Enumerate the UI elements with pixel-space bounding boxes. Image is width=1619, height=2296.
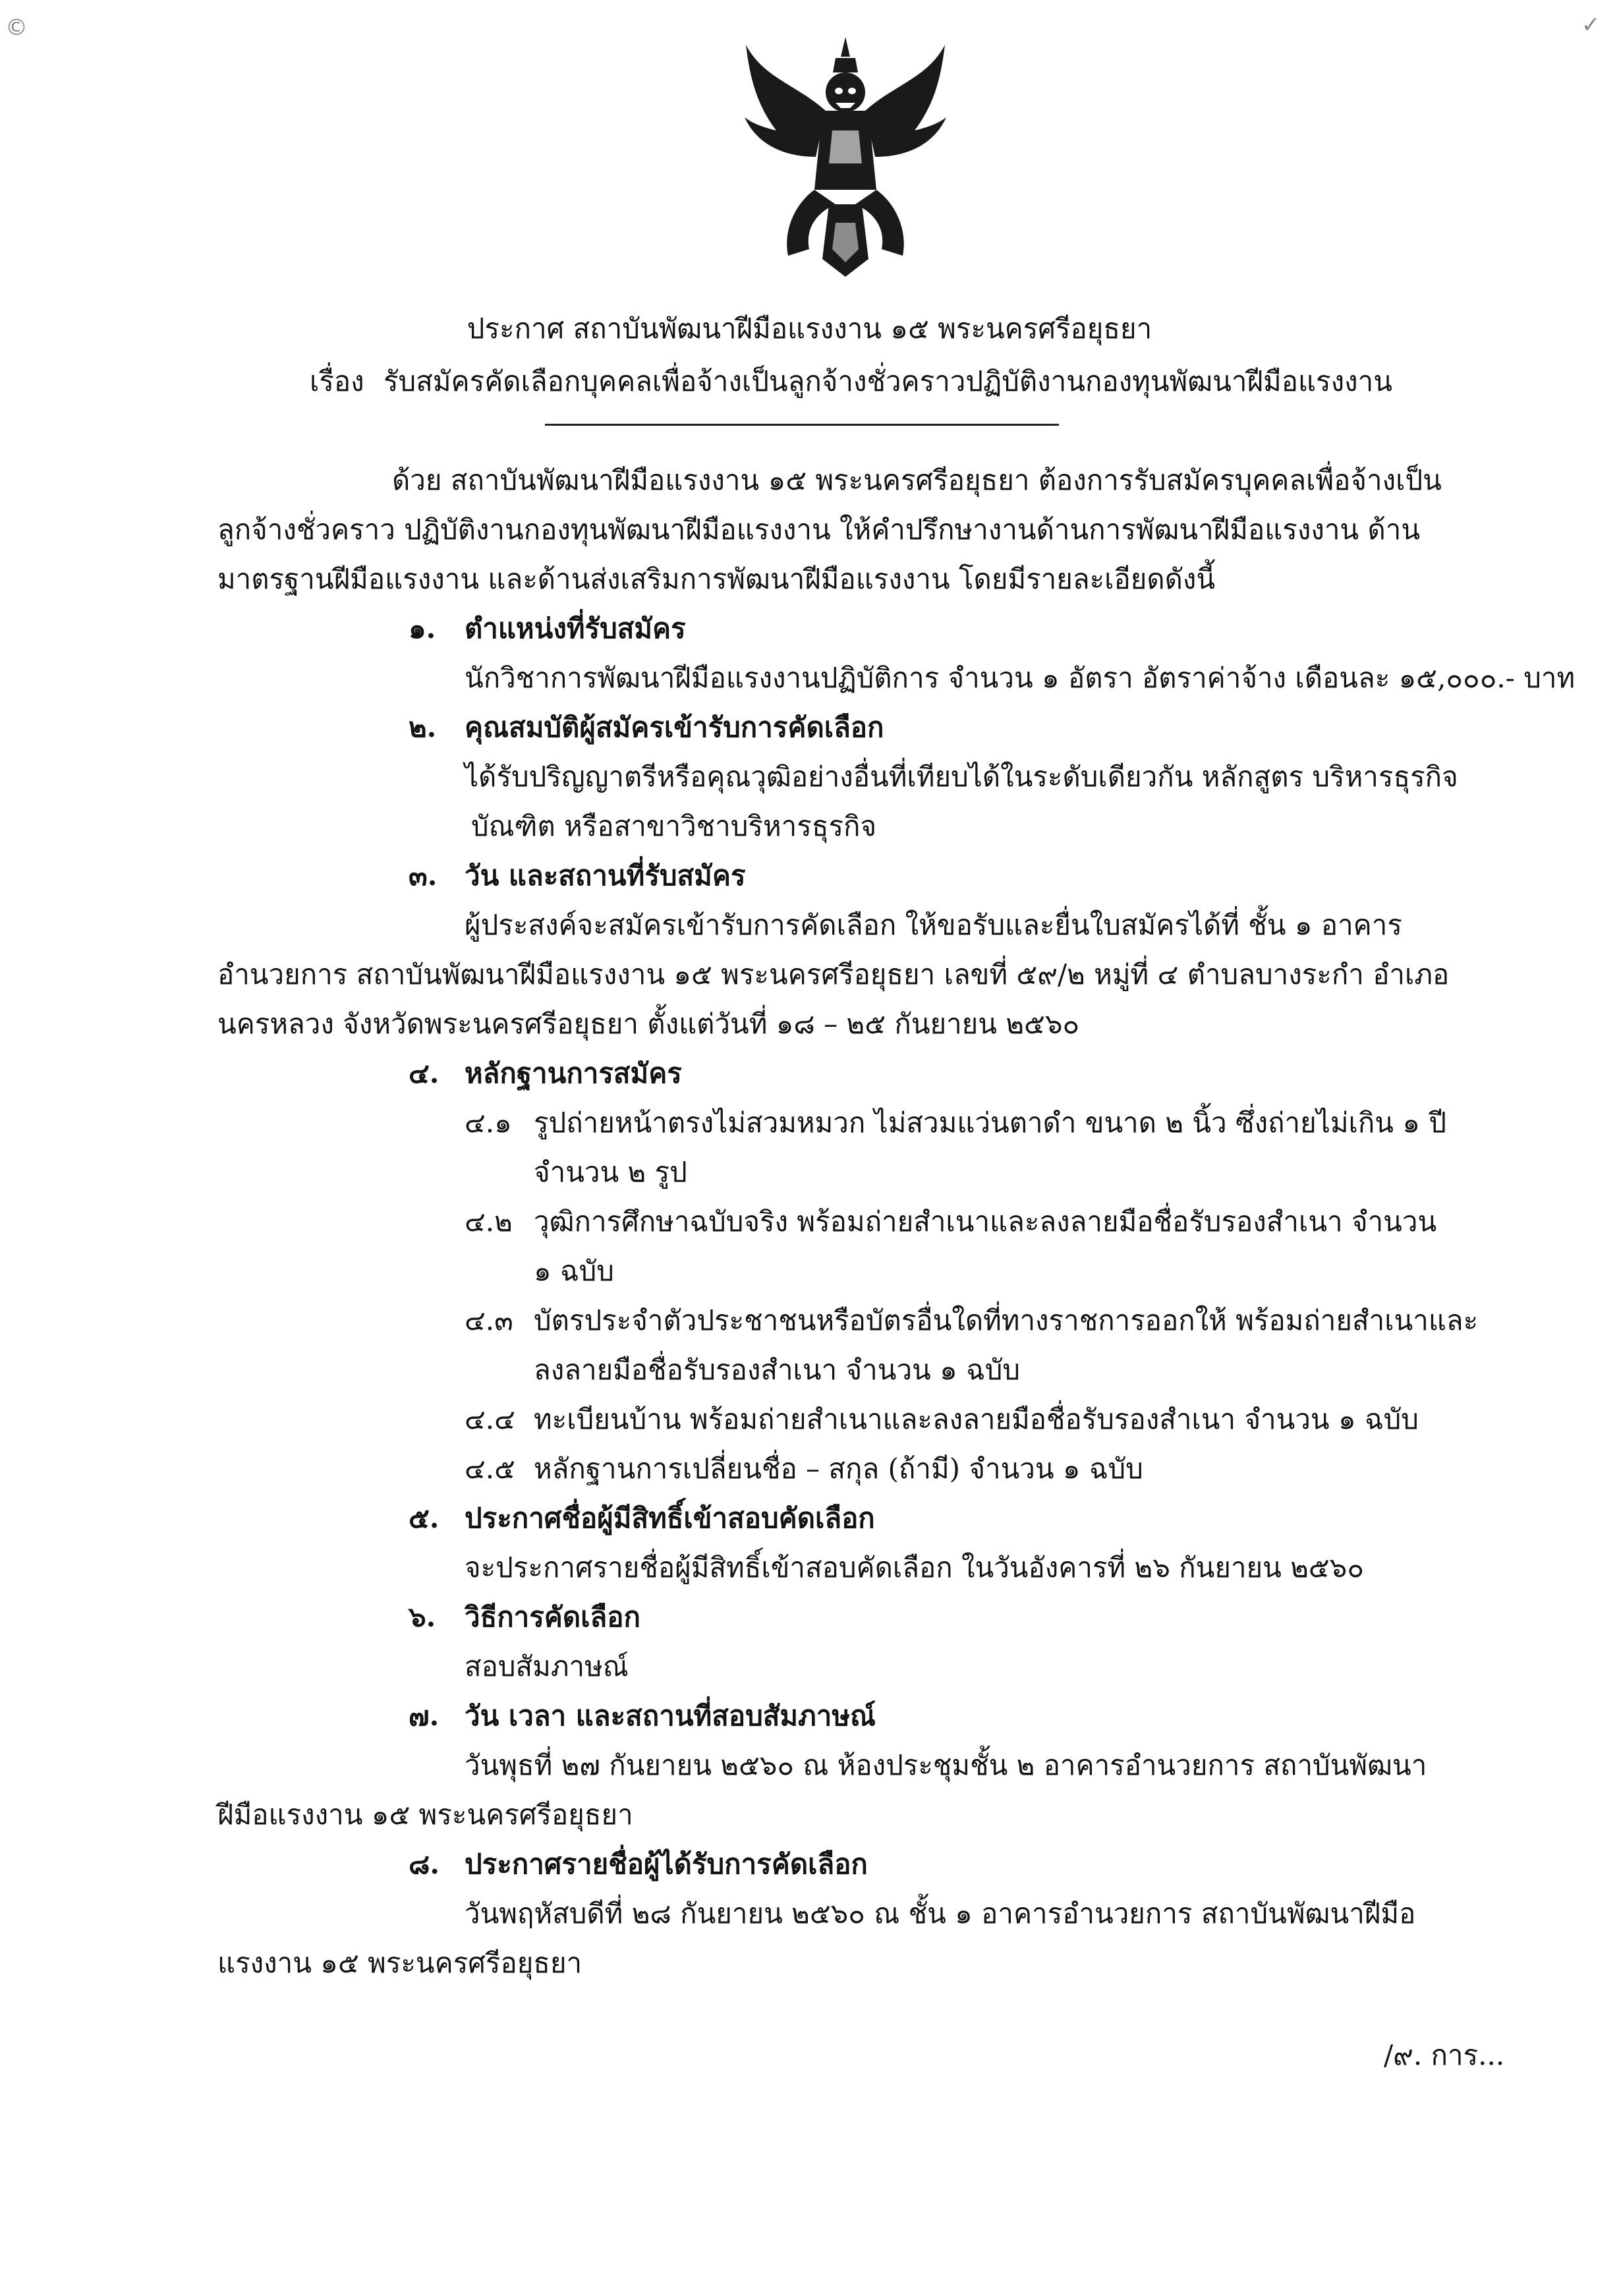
subject-label: เรื่อง (310, 365, 364, 397)
section-heading: ประกาศรายชื่อผู้ได้รับการคัดเลือก (465, 1848, 868, 1880)
section-heading: วิธีการคัดเลือก (465, 1601, 640, 1633)
subitem-line: หลักฐานการเปลี่ยนชื่อ – สกุล (ถ้ามี) จำนวน ๑ ฉบับ (534, 1452, 1143, 1485)
subitem-number: ๔.๕ (465, 1452, 515, 1485)
intro-line: ด้วย สถาบันพัฒนาฝีมือแรงงาน ๑๕ พระนครศรีอยุธยา ต้องการรับสมัครบุคคลเพื่อจ้างเป็น (392, 464, 1442, 496)
section-line: อำนวยการ สถาบันพัฒนาฝีมือแรงงาน ๑๕ พระนครศรีอยุธยา เลขที่ ๕๙/๒ หมู่ที่ ๔ ตำบลบางระกำ อำเภอ (217, 958, 1450, 990)
subitem-line: ทะเบียนบ้าน พร้อมถ่ายสำเนาและลงลายมือชื่อรับรองสำเนา จำนวน ๑ ฉบับ (534, 1403, 1419, 1435)
corner-mark-left: © (5, 14, 28, 41)
section-line: จะประกาศรายชื่อผู้มีสิทธิ์เข้าสอบคัดเลือก ในวันอังคารที่ ๒๖ กันยายน ๒๕๖๐ (465, 1551, 1364, 1584)
header-divider (545, 424, 1059, 426)
subitem-number: ๔.๓ (465, 1304, 513, 1336)
section-number: ๕. (409, 1502, 440, 1534)
section-heading: วัน และสถานที่รับสมัคร (465, 859, 746, 892)
subitem-line: บัตรประจำตัวประชาชนหรือบัตรอื่นใดที่ทางราชการออกให้ พร้อมถ่ายสำเนาและ (534, 1304, 1479, 1336)
subitem-line: จำนวน ๒ รูป (534, 1156, 687, 1188)
section-number: ๖. (409, 1601, 436, 1633)
section-line: สอบสัมภาษณ์ (465, 1650, 629, 1682)
section-number: ๘. (409, 1848, 440, 1880)
section-heading: ตำแหน่งที่รับสมัคร (465, 612, 686, 645)
subitem-line: รูปถ่ายหน้าตรงไม่สวมหมวก ไม่สวมแว่นตาดำ ขนาด ๒ นิ้ว ซึ่งถ่ายไม่เกิน ๑ ปี (534, 1106, 1447, 1139)
section-line: ฝีมือแรงงาน ๑๕ พระนครศรีอยุธยา (217, 1798, 633, 1831)
garuda-emblem-icon (737, 32, 954, 282)
subitem-line: วุฒิการศึกษาฉบับจริง พร้อมถ่ายสำเนาและลงลายมือชื่อรับรองสำเนา จำนวน (534, 1205, 1437, 1238)
section-line: วันพุธที่ ๒๗ กันยายน ๒๕๖๐ ณ ห้องประชุมชั้น ๒ อาคารอำนวยการ สถาบันพัฒนา (465, 1749, 1427, 1781)
section-line: นครหลวง จังหวัดพระนครศรีอยุธยา ตั้งแต่วันที่ ๑๘ – ๒๕ กันยายน ๒๕๖๐ (217, 1008, 1080, 1040)
subitem-line: ๑ ฉบับ (534, 1255, 614, 1287)
subitem-line: ลงลายมือชื่อรับรองสำเนา จำนวน ๑ ฉบับ (534, 1354, 1021, 1386)
section-number: ๓. (409, 859, 438, 892)
subitem-number: ๔.๒ (465, 1205, 513, 1238)
section-heading: ประกาศชื่อผู้มีสิทธิ์เข้าสอบคัดเลือก (465, 1502, 875, 1534)
section-heading: หลักฐานการสมัคร (465, 1057, 682, 1089)
intro-line: มาตรฐานฝีมือแรงงาน และด้านส่งเสริมการพัฒนาฝีมือแรงงาน โดยมีรายละเอียดดังนี้ (217, 563, 1216, 595)
section-number: ๑. (409, 612, 436, 645)
section-number: ๔. (409, 1057, 440, 1089)
page-continuation: /๙. การ... (1384, 2039, 1505, 2071)
page-title: ประกาศ สถาบันพัฒนาฝีมือแรงงาน ๑๕ พระนครศรีอยุธยา (467, 312, 1152, 345)
section-line: บัณฑิต หรือสาขาวิชาบริหารธุรกิจ (471, 810, 877, 842)
subitem-number: ๔.๔ (465, 1403, 515, 1435)
subject-text: รับสมัครคัดเลือกบุคคลเพื่อจ้างเป็นลูกจ้างชั่วคราวปฏิบัติงานกองทุนพัฒนาฝีมือแรงงาน (383, 365, 1392, 397)
section-heading: วัน เวลา และสถานที่สอบสัมภาษณ์ (465, 1700, 876, 1732)
section-line: ได้รับปริญญาตรีหรือคุณวุฒิอย่างอื่นที่เทียบได้ในระดับเดียวกัน หลักสูตร บริหารธุรกิจ (465, 761, 1458, 793)
section-number: ๒. (409, 711, 437, 743)
section-heading: คุณสมบัติผู้สมัครเข้ารับการคัดเลือก (465, 711, 884, 743)
intro-line: ลูกจ้างชั่วคราว ปฏิบัติงานกองทุนพัฒนาฝีมือแรงงาน ให้คำปรึกษางานด้านการพัฒนาฝีมือแรงงาน ด้าน (217, 513, 1421, 546)
section-line: แรงงาน ๑๕ พระนครศรีอยุธยา (217, 1947, 582, 1979)
corner-mark-right: ✓ (1581, 12, 1601, 38)
section-line: ผู้ประสงค์จะสมัครเข้ารับการคัดเลือก ให้ขอรับและยื่นใบสมัครได้ที่ ชั้น ๑ อาคาร (465, 909, 1402, 941)
section-number: ๗. (409, 1700, 440, 1732)
section-line: วันพฤหัสบดีที่ ๒๘ กันยายน ๒๕๖๐ ณ ชั้น ๑ อาคารอำนวยการ สถาบันพัฒนาฝีมือ (465, 1897, 1416, 1930)
section-line: นักวิชาการพัฒนาฝีมือแรงงานปฏิบัติการ จำนวน ๑ อัตรา อัตราค่าจ้าง เดือนละ ๑๕,๐๐๐.- บาท (465, 662, 1576, 694)
subitem-number: ๔.๑ (465, 1106, 512, 1139)
